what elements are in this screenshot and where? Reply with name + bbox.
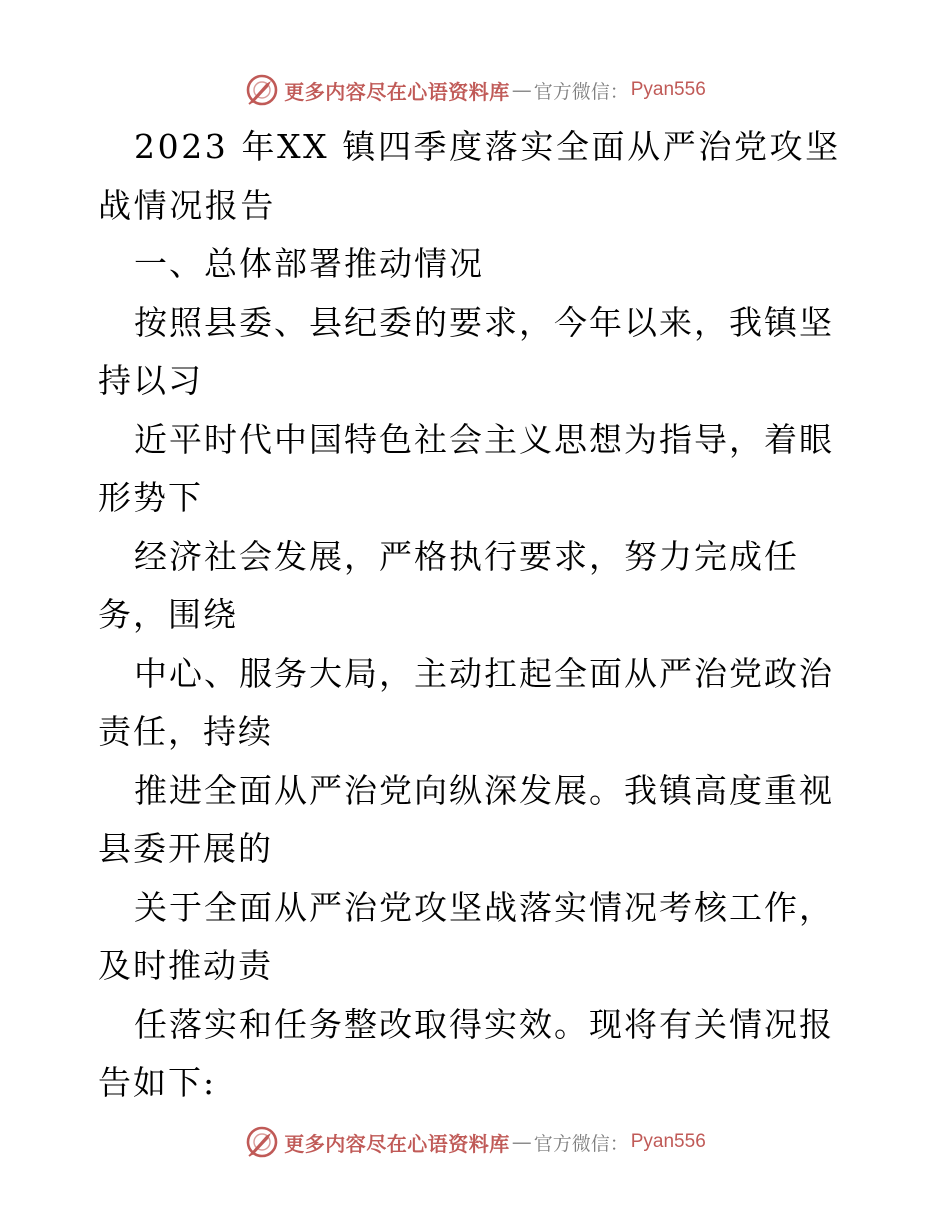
section-heading: 一、总体部署推动情况	[134, 244, 484, 283]
document-body	[98, 118, 858, 1113]
watermark-dash: —	[511, 78, 532, 102]
watermark-dash: —	[511, 1130, 532, 1154]
document-title: 2023 年XX 镇四季度落实全面从严治党攻坚战情况报告	[98, 127, 841, 225]
paragraph-line: 经济社会发展，严格执行要求，努力完成任务，围绕	[98, 536, 799, 634]
watermark-wechat-id: Pyan556	[630, 79, 706, 100]
watermark-wechat-id: Pyan556	[630, 1131, 706, 1152]
paragraph-line: 按照县委、县纪委的要求，今年以来，我镇坚持以习	[98, 302, 834, 400]
paragraph-line: 任落实和任务整改取得实效。现将有关情况报告如下:	[98, 1004, 834, 1102]
watermark-header	[0, 70, 950, 110]
paragraph-line: 关于全面从严治党攻坚战落实情况考核工作，及时推动责	[98, 887, 834, 985]
pen-logo-icon	[244, 72, 280, 108]
paragraph-line: 推进全面从严治党向纵深发展。我镇高度重视县委开展的	[98, 770, 834, 868]
watermark-main-text: 更多内容尽在心语资料库	[284, 79, 510, 104]
watermark-main-text: 更多内容尽在心语资料库	[284, 1131, 510, 1156]
watermark-sub-text: 官方微信：	[533, 80, 629, 103]
watermark-sub-text: 官方微信：	[533, 1132, 629, 1155]
pen-logo-icon	[244, 1124, 280, 1160]
paragraph-line: 近平时代中国特色社会主义思想为指导，着眼形势下	[98, 419, 834, 517]
paragraph-line: 中心、服务大局，主动扛起全面从严治党政治责任，持续	[98, 653, 834, 751]
watermark-footer	[0, 1122, 950, 1162]
